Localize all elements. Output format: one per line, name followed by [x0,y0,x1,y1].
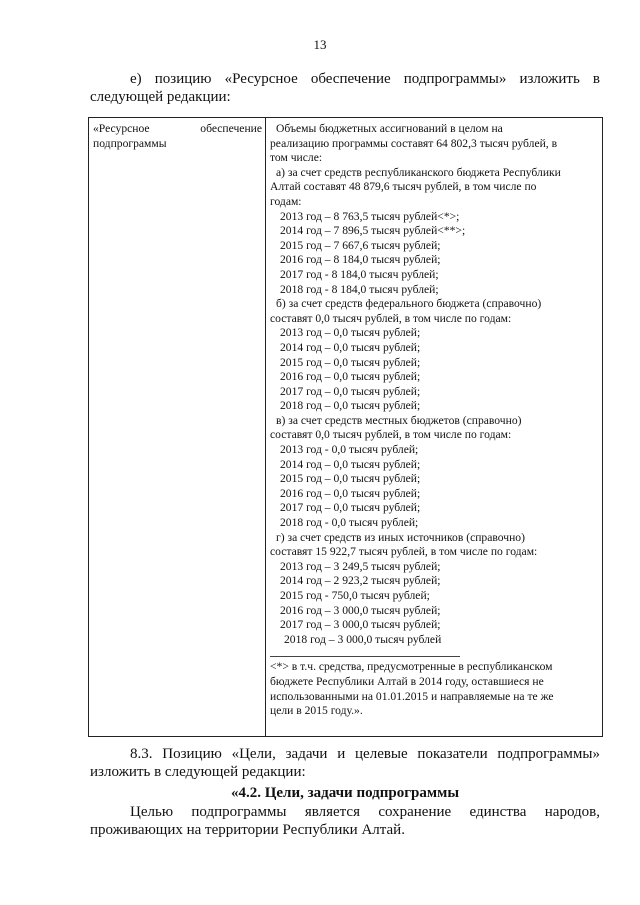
b-year-line: 2017 год – 0,0 тысяч рублей; [280,384,421,398]
v-year-line: 2018 год - 0,0 тысяч рублей; [280,516,419,530]
v-line-2: составят 0,0 тысяч рублей, в том числе по годам: [270,428,512,442]
a-line-2: Алтай составят 48 879,6 тысяч рублей, в том числе по [270,180,537,194]
footnote-line-4: цели в 2015 году.». [270,704,363,718]
a-year-line: 2013 год – 8 763,5 тысяч рублей<*>; [280,209,460,223]
b-year-line: 2016 год – 0,0 тысяч рублей; [280,370,421,384]
v-year-line: 2016 год – 0,0 тысяч рублей; [280,486,421,500]
g-year-line: 2014 год – 2 923,2 тысяч рублей; [280,574,441,588]
b-line-2: составят 0,0 тысяч рублей, в том числе по годам: [270,311,512,325]
v-year-line: 2014 год – 0,0 тысяч рублей; [280,457,421,471]
v-year-line: 2013 год - 0,0 тысяч рублей; [280,443,419,457]
footnote-line-3: использованными на 01.01.2015 и направляемые на те же [270,689,554,703]
a-line-3: годам: [270,194,302,208]
b-year-line: 2018 год – 0,0 тысяч рублей; [280,399,421,413]
a-year-line: 2016 год – 8 184,0 тысяч рублей; [280,253,441,267]
a-line-1: а) за счет средств республиканского бюджета Республики [276,165,561,179]
g-line-1: г) за счет средств из иных источников (справочно) [276,530,525,544]
v-year-line: 2015 год – 0,0 тысяч рублей; [280,472,421,486]
b-year-line: 2013 год – 0,0 тысяч рублей; [280,326,421,340]
g-year-line: 2017 год – 3 000,0 тысяч рублей; [280,618,441,632]
total-line-3: том числе: [270,151,323,165]
g-year-line: 2018 год – 3 000,0 тысяч рублей [284,632,442,646]
footnote-line-2: бюджете Республики Алтай в 2014 году, оставшиеся не [270,674,544,688]
label-word-1: «Ресурсное [93,122,150,135]
resource-table [88,117,603,737]
a-year-line: 2014 год – 7 896,5 тысяч рублей<**>; [280,224,466,238]
b-line-1: б) за счет средств федерального бюджета (справочно) [276,297,542,311]
section-intro-paragraph: 8.3. Позицию «Цели, задачи и целевые показатели подпрограммы» изложить в следующей редакции: [90,746,600,780]
intro-paragraph: е) позицию «Ресурсное обеспечение подпрограммы» изложить в следующей редакции: [90,71,600,105]
b-year-line: 2014 год – 0,0 тысяч рублей; [280,340,421,354]
a-year-line: 2018 год - 8 184,0 тысяч рублей; [280,282,439,296]
section-heading: «4.2. Цели, задачи подпрограммы [230,785,460,801]
b-year-line: 2015 год – 0,0 тысяч рублей; [280,355,421,369]
g-year-line: 2015 год - 750,0 тысяч рублей; [280,589,430,602]
v-line-1: в) за счет средств местных бюджетов (справочно) [276,413,522,427]
goal-paragraph: Целью подпрограммы является сохранение единства народов, проживающих на территории Республики Алтай. [90,804,600,838]
footnote-divider [270,656,460,657]
g-line-2: составят 15 922,7 тысяч рублей, в том числе по годам: [270,545,538,559]
label-word-3: подпрограммы [93,136,167,150]
label-word-2: обеспечение [200,122,262,135]
table-value-cell [266,118,602,740]
table-label-cell [89,118,266,736]
total-line-1: Объемы бюджетных ассигнований в целом на [276,122,503,135]
g-year-line: 2016 год – 3 000,0 тысяч рублей; [280,603,441,617]
a-year-line: 2015 год – 7 667,6 тысяч рублей; [280,238,441,252]
total-line-2: реализацию программы составят 64 802,3 тысяч рублей, в [270,136,558,150]
a-year-line: 2017 год - 8 184,0 тысяч рублей; [280,267,439,281]
v-year-line: 2017 год – 0,0 тысяч рублей; [280,501,421,515]
g-year-line: 2013 год – 3 249,5 тысяч рублей; [280,559,441,573]
page-number: 13 [313,37,327,52]
footnote-line-1: <*> в т.ч. средства, предусмотренные в республиканском [270,660,553,674]
